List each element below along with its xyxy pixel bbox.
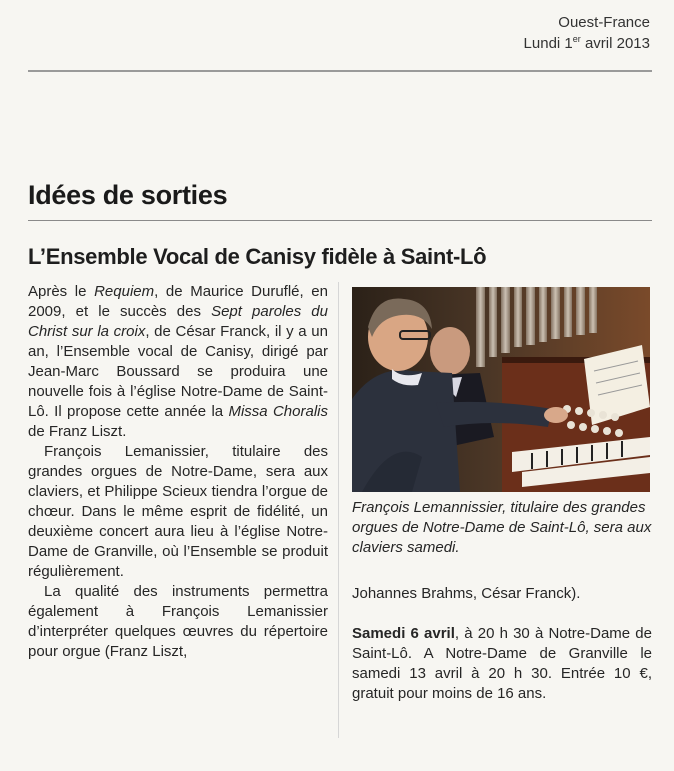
- paragraph-intro: Après le Requiem, de Maurice Duruflé, en 2009, et le succès des Sept paroles du Christ sur la croix, de César Franck, il y a un an, l’Ensemble vocal de Canisy, dirigé par Jean-Marc Boussard se produira une nouvelle fois à l’église Notre-Dame de Saint-Lô. Il propose cette année la Missa Choralis de Franz Liszt.: [28, 283, 328, 440]
- event-date: Samedi 6 avril: [352, 625, 455, 642]
- organist-photo: [352, 287, 650, 492]
- photo-caption: François Lemannissier, titulaire des grandes orgues de Notre-Dame de Saint-Lô, sera aux claviers samedi.: [352, 499, 652, 556]
- masthead: [524, 12, 650, 54]
- paragraph-performers: François Lemanissier, titulaire des grandes orgues de Notre-Dame, sera aux claviers, et Philippe Scieux tiendra l’orgue de chœur. Dans le même esprit de fidélité, un deuxième concert aura lieu à l’église Notre-Dame de Granville, où l’Ensemble se produit régulièrement.: [28, 443, 328, 580]
- newspaper-name: Ouest-France: [558, 14, 650, 31]
- section-divider: [28, 220, 652, 221]
- section-title: Idées de sorties: [28, 180, 228, 210]
- top-divider: [28, 70, 652, 72]
- issue-date: Lundi 1er avril 2013: [523, 34, 650, 52]
- paragraph-composers: Johannes Brahms, César Franck).: [352, 585, 581, 602]
- organist-photo-image: [352, 287, 650, 492]
- article-left-column: [28, 282, 328, 662]
- column-divider: [338, 282, 339, 738]
- article-headline: L’Ensemble Vocal de Canisy fidèle à Saint-Lô: [28, 244, 487, 269]
- article-right-column: [352, 584, 652, 704]
- paragraph-instruments: La qualité des instruments permettra également à François Lemanissier d’interpréter quelques œuvres du répertoire pour orgue (Franz Liszt,: [28, 583, 328, 660]
- paragraph-event-details: Samedi 6 avril, à 20 h 30 à Notre-Dame de Saint-Lô. A Notre-Dame de Granville le samedi 13 avril à 20 h 30. Entrée 10 €, gratuit pour moins de 16 ans.: [352, 625, 652, 702]
